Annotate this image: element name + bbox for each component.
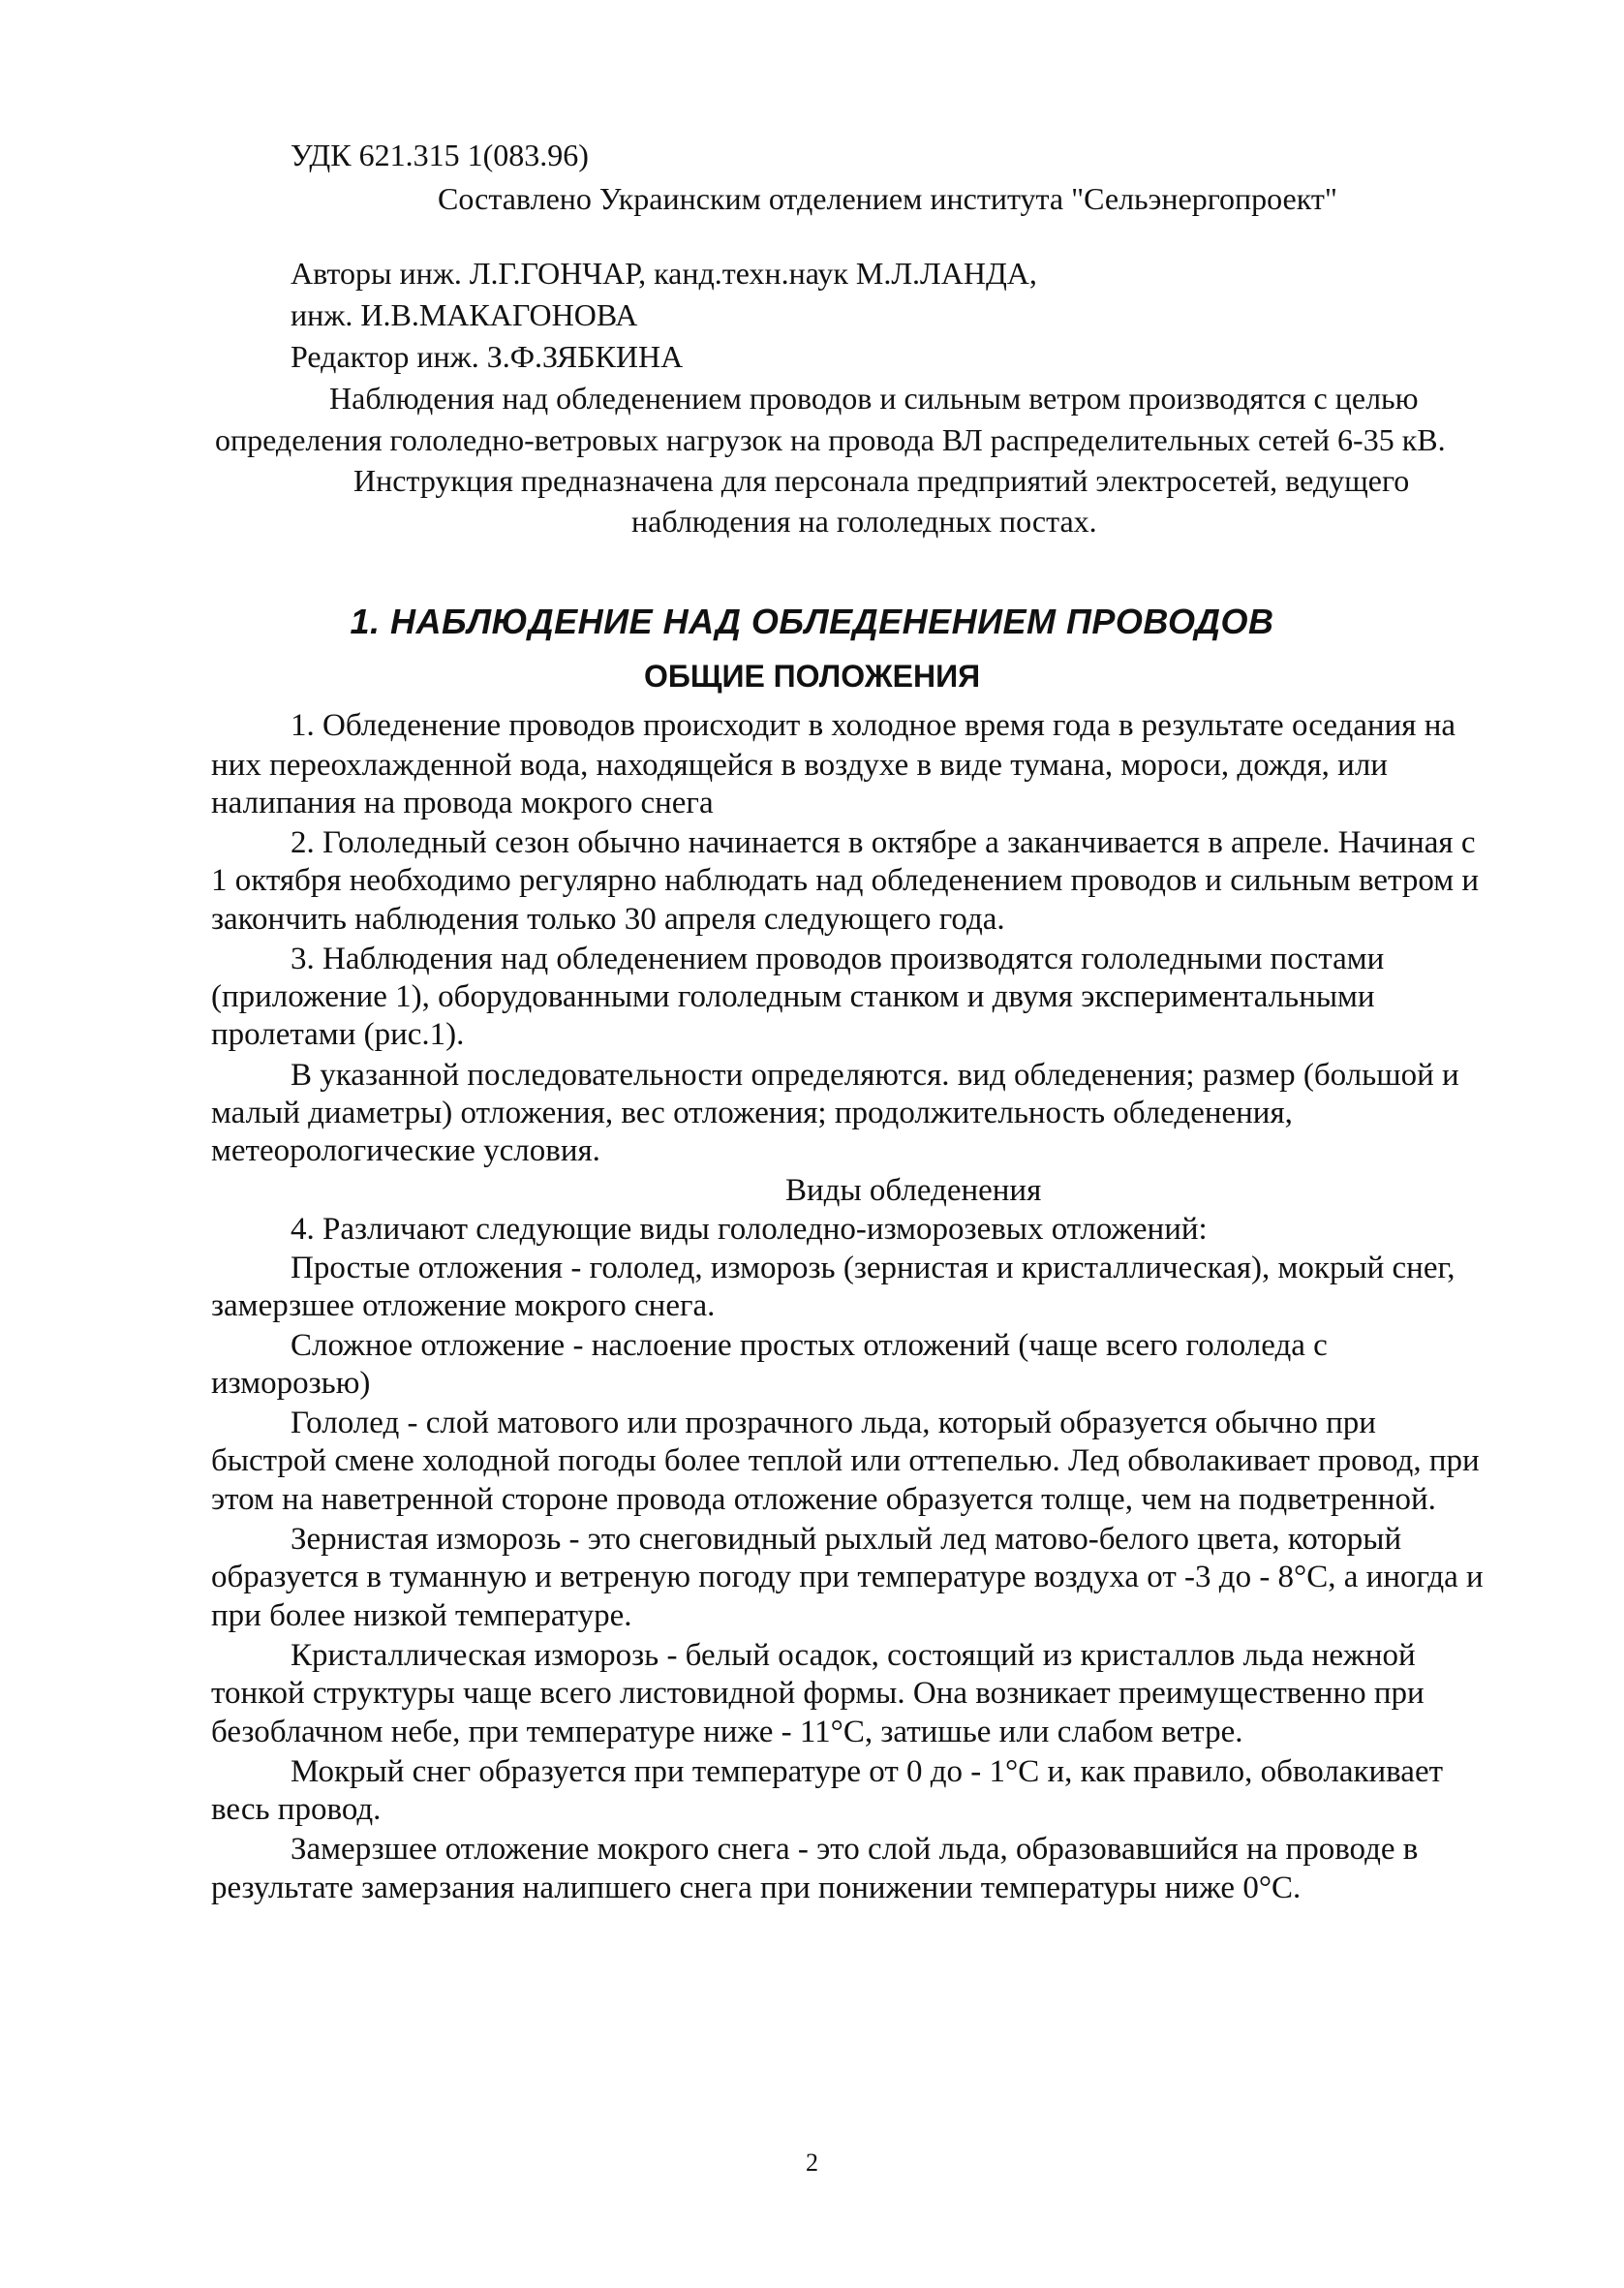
udc-code: УДК 621.315 1(083.96) bbox=[291, 138, 589, 172]
abstract-line: наблюдения на гололедных постах. bbox=[631, 504, 1097, 539]
paragraph-line: 2. Гололедный сезон обычно начинается в октябре а заканчивается в апреле. Начиная с bbox=[291, 825, 1476, 860]
abstract-line: определения гололедно-ветровых нагрузок на провода ВЛ распределительных сетей 6-35 кВ. bbox=[215, 422, 1446, 457]
paragraph-line: замерзшее отложение мокрого снега. bbox=[211, 1288, 716, 1323]
paragraph-line: малый диаметры) отложения, вес отложения; продолжительность обледенения, bbox=[211, 1096, 1293, 1130]
authors-line-2: инж. И.В.МАКАГОНОВА bbox=[291, 297, 638, 332]
paragraph-line: тонкой структуры чаще всего листовидной формы. Она возникает преимущественно при bbox=[211, 1676, 1425, 1711]
paragraph-line: изморозью) bbox=[211, 1366, 371, 1401]
compiled-by: Составлено Украинским отделением института "Сельэнергопроект" bbox=[438, 181, 1337, 216]
paragraph-line: Кристаллическая изморозь - белый осадок, состоящий из кристаллов льда нежной bbox=[291, 1638, 1416, 1673]
paragraph-line: Простые отложения - гололед, изморозь (зернистая и кристаллическая), мокрый снег, bbox=[291, 1251, 1455, 1285]
abstract-line: Инструкция предназначена для персонала предприятий электросетей, ведущего bbox=[353, 463, 1410, 498]
paragraph-line: пролетами (рис.1). bbox=[211, 1017, 465, 1052]
paragraph-line: Зернистая изморозь - это снеговидный рыхлый лед матово-белого цвета, который bbox=[291, 1522, 1402, 1557]
paragraph-line: весь провод. bbox=[211, 1792, 382, 1827]
paragraph-line: Сложное отложение - наслоение простых отложений (чаще всего гололеда с bbox=[291, 1328, 1328, 1363]
paragraph-line: при более низкой температуре. bbox=[211, 1598, 632, 1633]
editor: Редактор инж. З.Ф.ЗЯБКИНА bbox=[291, 339, 684, 374]
paragraph-line: метеорологические условия. bbox=[211, 1133, 600, 1168]
paragraph-line: 3. Наблюдения над обледенением проводов производятся гололедными постами bbox=[291, 942, 1385, 976]
paragraph-line: Мокрый снег образуется при температуре от 0 до - 1°С и, как правило, обволакивает bbox=[291, 1754, 1444, 1789]
subsection-heading: Виды обледенения bbox=[785, 1173, 1042, 1208]
paragraph-line: Замерзшее отложение мокрого снега - это слой льда, образовавшийся на проводе в bbox=[291, 1832, 1419, 1867]
authors-line-1: Авторы инж. Л.Г.ГОНЧАР, канд.техн.наук М.Л.ЛАНДА, bbox=[291, 256, 1037, 291]
paragraph-line: В указанной последовательности определяются. вид обледенения; размер (большой и bbox=[291, 1058, 1459, 1093]
section-title: 1. НАБЛЮДЕНИЕ НАД ОБЛЕДЕНЕНИЕМ ПРОВОДОВ bbox=[350, 602, 1274, 641]
paragraph-line: (приложение 1), оборудованными гололедным станком и двумя экспериментальными bbox=[211, 979, 1375, 1014]
paragraph-line: закончить наблюдения только 30 апреля следующего года. bbox=[211, 902, 1005, 937]
paragraph-line: Гололед - слой матового или прозрачного льда, который образуется обычно при bbox=[291, 1406, 1376, 1440]
paragraph-line: безоблачном небе, при температуре ниже - 11°С, затишье или слабом ветре. bbox=[211, 1715, 1243, 1749]
paragraph-line: быстрой смене холодной погоды более теплой или оттепелью. Лед обволакивает провод, при bbox=[211, 1443, 1480, 1478]
paragraph-line: них переохлажденной вода, находящейся в воздухе в виде тумана, мороси, дождя, или bbox=[211, 748, 1388, 783]
section-subtitle: ОБЩИЕ ПОЛОЖЕНИЯ bbox=[643, 659, 981, 694]
abstract-line: Наблюдения над обледенением проводов и сильным ветром производятся с целью bbox=[329, 381, 1419, 416]
paragraph-line: образуется в туманную и ветреную погоду при температуре воздуха от -3 до - 8°С, а иногда и bbox=[211, 1560, 1484, 1594]
page-number: 2 bbox=[806, 2149, 818, 2177]
paragraph-line: 1. Обледенение проводов происходит в холодное время года в результате оседания на bbox=[291, 708, 1456, 743]
paragraph-line: этом на наветренной стороне провода отложение образуется толще, чем на подветренной. bbox=[211, 1482, 1436, 1517]
paragraph-line: 1 октября необходимо регулярно наблюдать над обледенением проводов и сильным ветром и bbox=[211, 863, 1480, 898]
paragraph-line: налипания на провода мокрого снега bbox=[211, 786, 714, 820]
paragraph-line: 4. Различают следующие виды гололедно-изморозевых отложений: bbox=[291, 1212, 1208, 1247]
paragraph-line: результате замерзания налипшего снега при понижении температуры ниже 0°С. bbox=[211, 1871, 1302, 1905]
